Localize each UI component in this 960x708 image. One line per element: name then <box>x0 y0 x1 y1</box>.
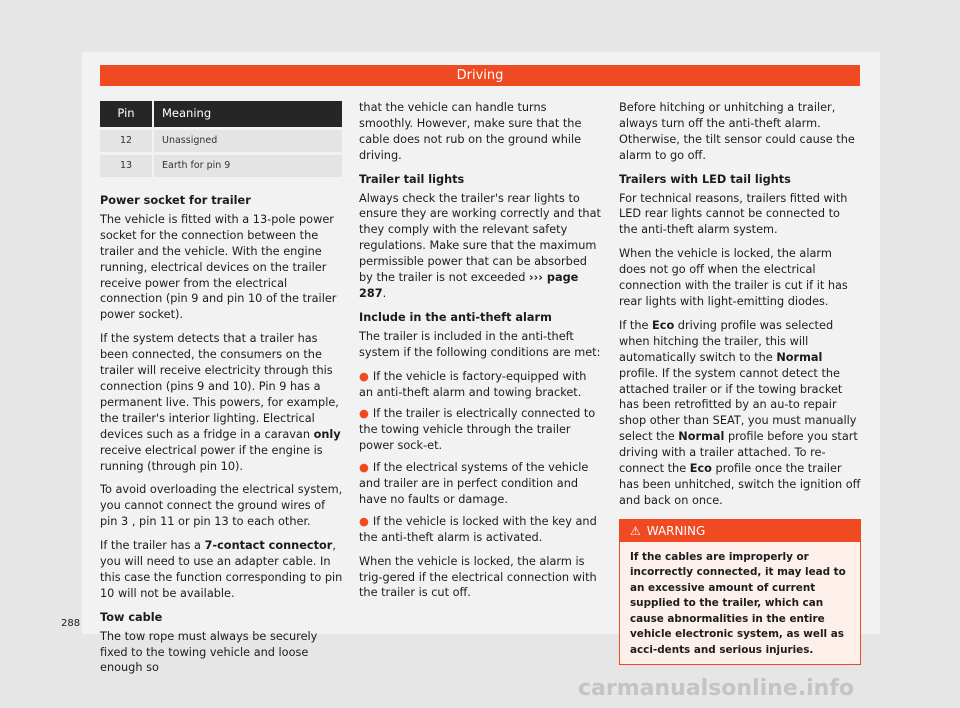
paragraph: The trailer is included in the anti-theft system if the following conditions are met: <box>359 329 601 359</box>
paragraph: If the Eco driving profile was selected when hitching the trailer, this will automatically switch to the Normal profile. If the system cannot detect the attached trailer or if the towing bracket has been retrofitted by an au-to repair shop other than SEAT, you must manually select the Normal profile before you start driving with a trailer attached. To re-connect the Eco profile once the trailer has been unhitched, switch the ignition off and back on once. <box>619 318 861 507</box>
bullet-icon: ● <box>359 514 369 528</box>
page-number: 288 <box>61 618 81 629</box>
meaning-cell: Earth for pin 9 <box>154 155 342 177</box>
paragraph: If the system detects that a trailer has been connected, the consumers on the trailer will receive electricity through this connection (pins 9 and 10). Pin 9 has a permanent live. This powers, for example, the trailer's interior lighting. Electrical devices such as a fridge in a caravan only receive electrical power if the engine is running (through pin 10). <box>100 332 341 473</box>
heading-anti-theft: Include in the anti-theft alarm <box>359 310 552 324</box>
list-item: ● If the vehicle is locked with the key and the anti-theft alarm is activated. <box>359 514 597 544</box>
section-header <box>100 65 860 86</box>
pin-table <box>100 101 342 177</box>
warning-title: WARNING <box>646 523 706 538</box>
profile-normal: Normal <box>678 430 725 444</box>
paragraph: To avoid overloading the electrical system, you cannot connect the ground wires of pin 3 , pin 11 or pin 13 to each other. <box>100 483 343 529</box>
heading-trailer-tail-lights: Trailer tail lights <box>359 172 465 186</box>
warning-icon: ⚠ <box>630 523 641 538</box>
profile-eco: Eco <box>689 462 712 476</box>
bullet-icon: ● <box>359 461 369 475</box>
watermark: carmanualsonline.info <box>578 676 854 701</box>
meaning-column-header: Meaning <box>154 101 342 127</box>
bullet-icon: ● <box>359 369 369 383</box>
bullet-icon: ● <box>359 407 369 421</box>
list-item: ● If the trailer is electrically connected to the towing vehicle through the trailer power sock-et. <box>359 407 596 453</box>
profile-normal: Normal <box>776 350 823 364</box>
column-3 <box>619 100 861 665</box>
section-title: Driving <box>456 68 504 83</box>
pin-table-header-row <box>100 101 342 127</box>
paragraph: Always check the trailer's rear lights to ensure they are working correctly and that they comply with the relevant safety regulations. Make sure that the maximum permissible power that can be absorbed by the trailer is not exceeded ››› page 287. <box>359 191 601 300</box>
conditions-list <box>359 369 603 546</box>
paragraph: The vehicle is fitted with a 13-pole power socket for the connection between the trailer and the vehicle. With the engine running, electrical devices on the trailer receive power from the electrical connection (pin 9 and pin 10 of the trailer power socket). <box>100 212 337 322</box>
emphasis-connector: 7-contact connector <box>204 539 333 553</box>
heading-tow-cable: Tow cable <box>100 610 163 624</box>
meaning-cell: Unassigned <box>154 130 342 152</box>
emphasis-only: only <box>313 427 341 441</box>
warning-header <box>620 520 860 542</box>
heading-power-socket: Power socket for trailer <box>100 194 251 207</box>
pin-cell: 12 <box>100 130 154 152</box>
page-reference-link[interactable]: ››› page 287 <box>359 271 579 300</box>
warning-text: If the cables are improperly or incorrectly connected, it may lead to an excessive amount of current supplied to the trailer, which can cause abnormalities in the entire vehicle electronic system, as well as acci-dents and serious injuries. <box>630 550 846 656</box>
paragraph: When the vehicle is locked, the alarm does not go off when the electrical connection with the trailer is cut if it has rear lights with light-emitting diodes. <box>619 247 848 308</box>
paragraph: that the vehicle can handle turns smoothly. However, make sure that the cable does not rub on the ground while driving. <box>359 101 582 162</box>
pin-cell: 13 <box>100 155 154 177</box>
table-row <box>100 130 342 152</box>
paragraph: For technical reasons, trailers fitted with LED rear lights cannot be connected to the anti-theft alarm system. <box>619 191 848 237</box>
warning-box <box>619 519 861 666</box>
profile-eco: Eco <box>652 318 675 332</box>
column-1 <box>100 101 344 684</box>
paragraph: The tow rope must always be securely fixed to the towing vehicle and loose enough so <box>100 629 318 675</box>
table-row <box>100 155 342 177</box>
column-2 <box>359 100 603 609</box>
heading-led-tail-lights: Trailers with LED tail lights <box>619 172 791 186</box>
paragraph: If the trailer has a 7-contact connector, you will need to use an adapter cable. In this case the function corresponding to pin 10 will not be available. <box>100 539 343 600</box>
list-item: ● If the electrical systems of the vehicle and trailer are in perfect condition and have no faults or damage. <box>359 461 589 506</box>
list-item: ● If the vehicle is factory-equipped with an anti-theft alarm and towing bracket. <box>359 369 587 399</box>
pin-column-header: Pin <box>100 101 154 127</box>
paragraph: Before hitching or unhitching a trailer, always turn off the anti-theft alarm. Otherwise, the tilt sensor could cause the alarm to go off. <box>619 101 855 162</box>
paragraph: When the vehicle is locked, the alarm is trig-gered if the electrical connection with the trailer is cut off. <box>359 554 597 600</box>
